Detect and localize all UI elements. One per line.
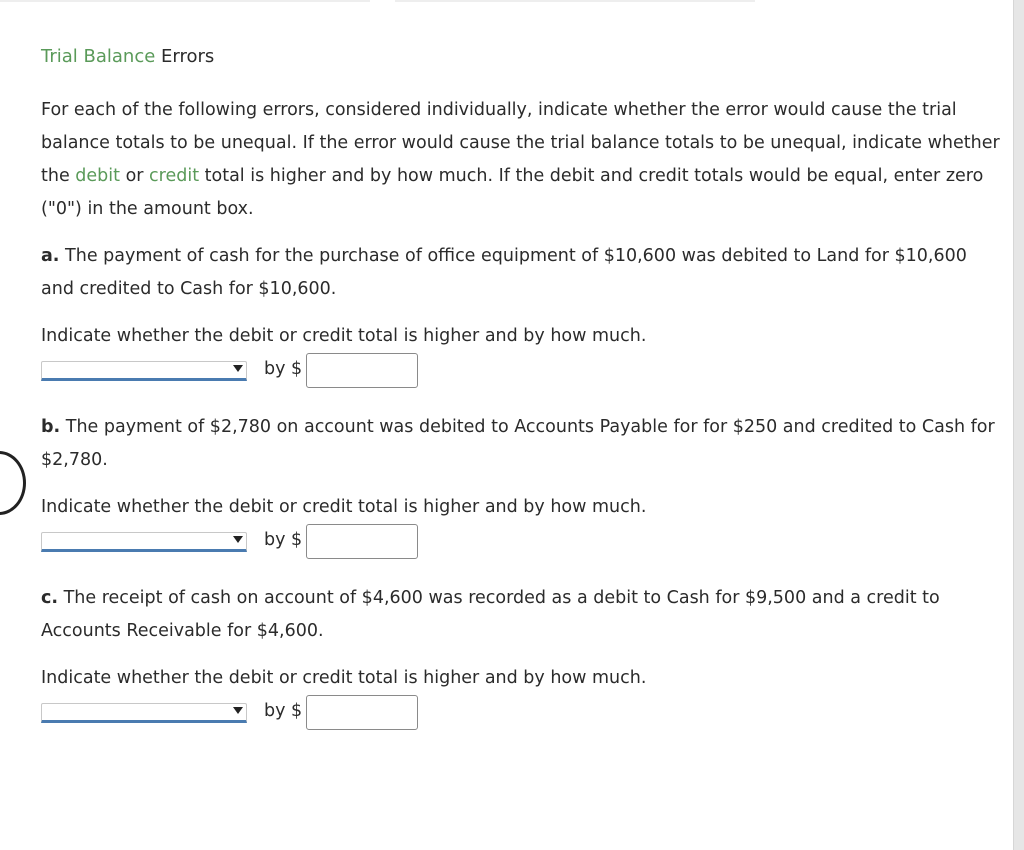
question-a-letter: a.: [41, 246, 60, 266]
question-c: [41, 582, 1001, 721]
question-c-prompt: Indicate whether the debit or credit total is higher and by how much.: [41, 668, 647, 688]
instructions-text-2: total is higher and by how much. If the debit and credit totals would be equal, enter zero ("0") in the amount box.: [41, 166, 984, 219]
dropdown-arrow-icon: [233, 536, 243, 543]
instructions-paragraph: [41, 94, 1001, 226]
debit-link[interactable]: debit: [75, 166, 121, 186]
question-a-amount-input[interactable]: [306, 353, 418, 388]
question-a-text: [41, 240, 1001, 306]
question-c-amount-input[interactable]: [306, 695, 418, 730]
question-c-by-label: by $: [264, 701, 303, 721]
question-a-direction-select[interactable]: [41, 361, 247, 381]
question-b-text: [41, 411, 1001, 477]
question-b-amount-input[interactable]: [306, 524, 418, 559]
title-rest: Errors: [155, 46, 215, 67]
question-c-answer-row: [41, 695, 441, 731]
question-a-by-label: by $: [264, 359, 303, 379]
question-c-direction-select[interactable]: [41, 703, 247, 723]
question-b-answer-row: [41, 524, 441, 560]
question-b-letter: b.: [41, 417, 61, 437]
question-a: [41, 240, 1001, 379]
credit-link[interactable]: credit: [149, 166, 200, 186]
page-title: [41, 44, 1001, 70]
question-a-prompt: Indicate whether the debit or credit total is higher and by how much.: [41, 326, 647, 346]
instructions-text-1: For each of the following errors, considered individually, indicate whether the error would cause the trial balance totals to be unequal. If the error would cause the trial balance totals to be unequal, indicate whether the: [41, 100, 1000, 186]
question-a-body: The payment of cash for the purchase of office equipment of $10,600 was debited to Land for $10,600 and credited to Cash for $10,600.: [41, 246, 967, 299]
question-c-text: [41, 582, 1001, 648]
problem-content: [41, 44, 1001, 721]
dropdown-arrow-icon: [233, 365, 243, 372]
question-b-body: The payment of $2,780 on account was debited to Accounts Payable for for $250 and credited to Cash for $2,780.: [41, 417, 995, 470]
question-b: [41, 411, 1001, 550]
right-scroll-edge[interactable]: [1013, 0, 1024, 850]
question-c-body: The receipt of cash on account of $4,600 was recorded as a debit to Cash for $9,500 and a credit to Accounts Receivable for $4,600.: [41, 588, 940, 641]
question-b-prompt: Indicate whether the debit or credit total is higher and by how much.: [41, 497, 647, 517]
dropdown-arrow-icon: [233, 707, 243, 714]
question-a-answer-row: [41, 353, 441, 389]
left-edge-circle-control[interactable]: [0, 451, 26, 515]
top-divider-right: [395, 0, 755, 2]
trial-balance-link[interactable]: Trial Balance: [41, 46, 156, 67]
instructions-or: or: [120, 166, 150, 186]
question-c-letter: c.: [41, 588, 59, 608]
question-b-direction-select[interactable]: [41, 532, 247, 552]
top-divider-left: [0, 0, 370, 2]
top-divider: [0, 0, 1024, 4]
question-b-by-label: by $: [264, 530, 303, 550]
